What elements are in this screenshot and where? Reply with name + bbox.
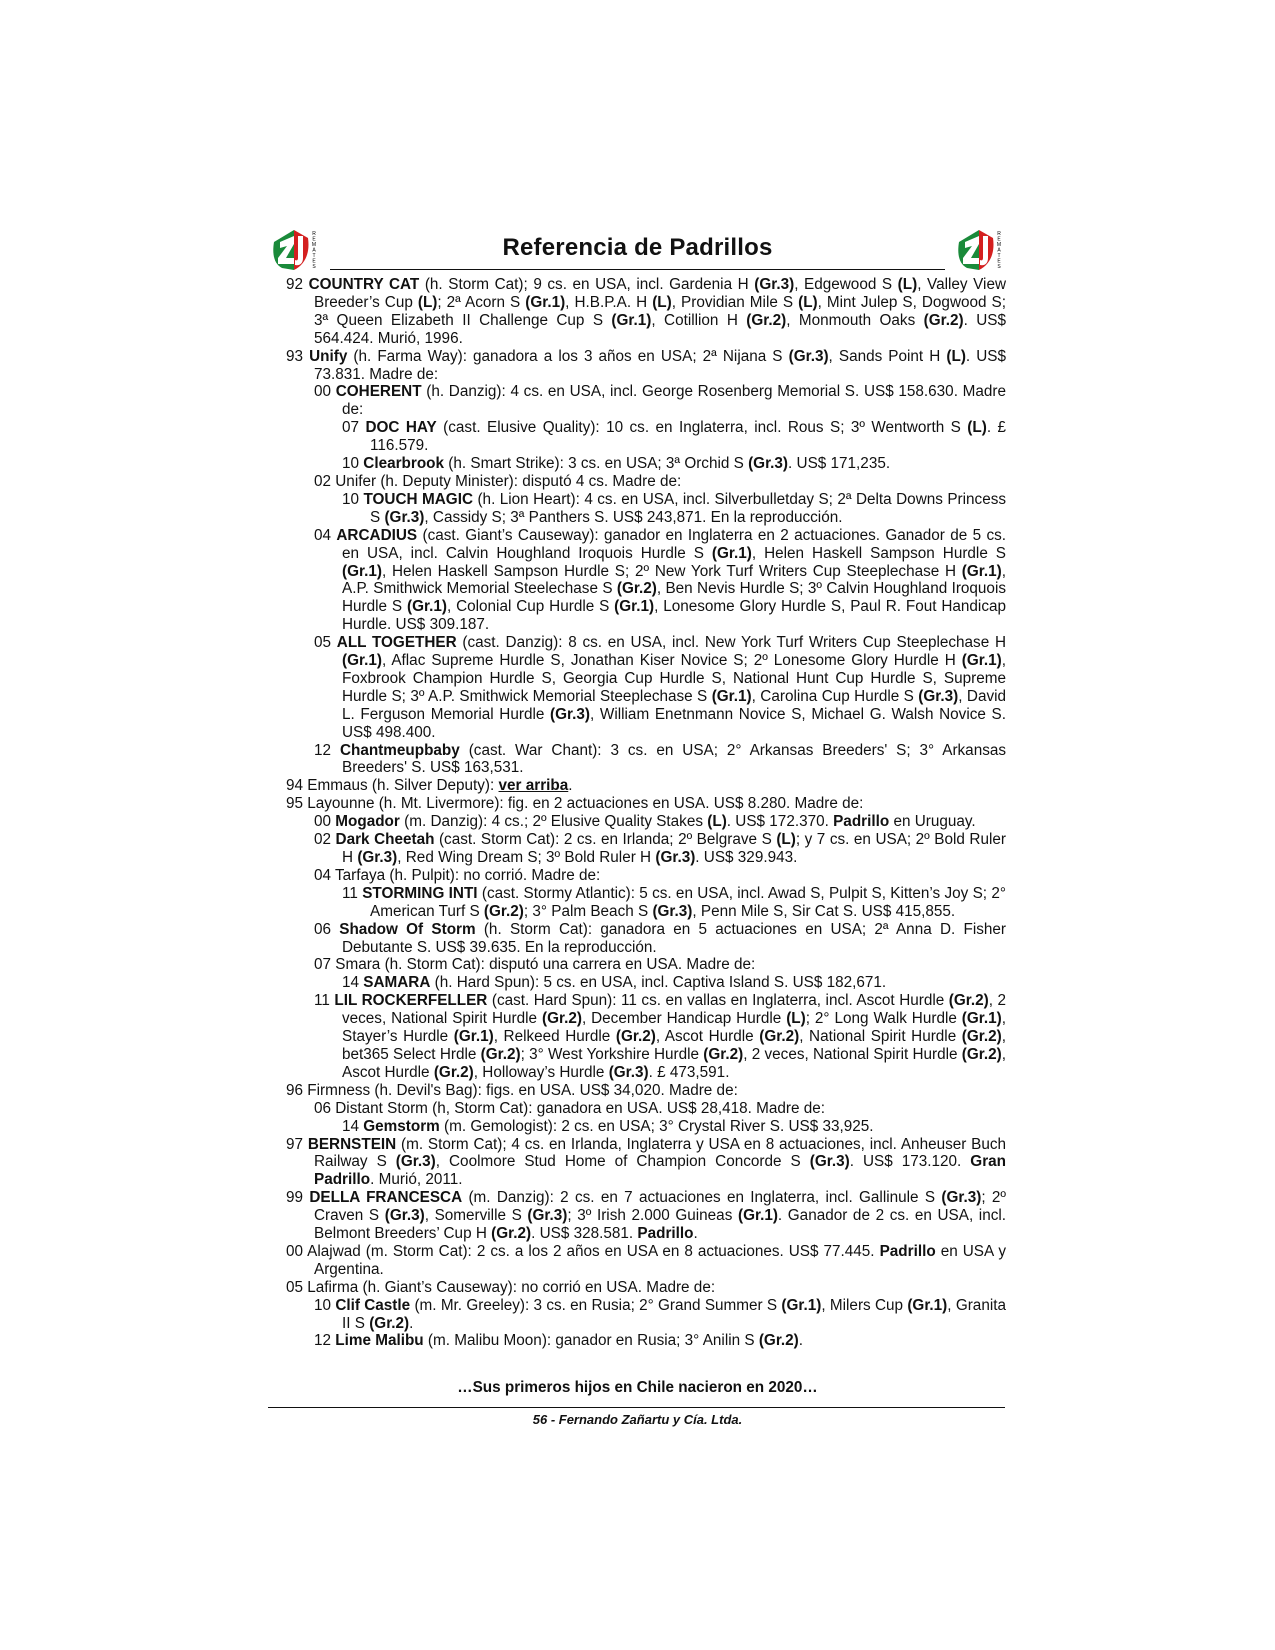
bold-text: (Gr.2) bbox=[961, 1028, 1002, 1046]
entry-text: ; 3° Palm Beach S bbox=[523, 902, 653, 920]
pedigree-entry bbox=[342, 491, 1006, 527]
entry-text: , A.P. Smithwick Memorial Steelechase S bbox=[342, 562, 1006, 598]
bold-text: ver arriba bbox=[498, 777, 569, 795]
bold-text: (Gr.3) bbox=[809, 1153, 850, 1171]
bold-text: (Gr.2) bbox=[758, 1332, 799, 1350]
entry-text: , Aflac Supreme Hurdle S, Jonathan Kiser Novice S; 2º Lonesome Glory Hurdle H bbox=[381, 652, 962, 670]
entry-text: 04 bbox=[314, 526, 337, 544]
pedigree-entry bbox=[314, 1100, 1006, 1118]
entry-text: 12 bbox=[314, 1332, 336, 1350]
bold-text: (Gr.2) bbox=[491, 1225, 532, 1243]
pedigree-entry bbox=[342, 885, 1006, 921]
entry-text: . bbox=[798, 1332, 804, 1350]
bold-text: (Gr.1) bbox=[453, 1028, 494, 1046]
entry-text: , Foxbrook Champion Hurdle S, Georgia Cup Hurdle S, National Hunt Cup Hurdle S, Supreme Hurdle S; 3º A.P. Smithwick Memorial Steeplechase S bbox=[342, 652, 1006, 705]
entry-text: 05 Lafirma (h. Giant’s Causeway): no corrió en USA. Madre de: bbox=[286, 1278, 716, 1296]
entry-text: 94 Emmaus (h. Silver Deputy): bbox=[286, 777, 499, 795]
page-header bbox=[270, 228, 1005, 274]
bold-text: (Gr.2) bbox=[746, 311, 787, 329]
bold-text: (Gr.1) bbox=[961, 562, 1002, 580]
bold-text: SAMARA bbox=[363, 974, 431, 992]
bold-text: (Gr.2) bbox=[923, 311, 964, 329]
entry-text: , Ascot Hurdle bbox=[342, 1045, 1006, 1081]
bold-text: Mogador bbox=[335, 813, 400, 831]
entry-text: (m. Danzig): 4 cs.; 2º Elusive Quality Stakes bbox=[399, 813, 708, 831]
entry-text: 99 bbox=[286, 1189, 310, 1207]
bold-text: Dark Cheetah bbox=[335, 831, 435, 849]
entry-text: 93 bbox=[286, 347, 310, 365]
bold-text: (Gr.2) bbox=[483, 902, 524, 920]
entry-text: (cast. Hard Spun): 11 cs. en vallas en Inglaterra, incl. Ascot Hurdle bbox=[487, 992, 949, 1010]
entry-text: (cast. Storm Cat): 2 cs. en Irlanda; 2º Belgrave S bbox=[434, 831, 777, 849]
entry-text: en USA y Argentina. bbox=[314, 1242, 1006, 1278]
entry-text: , Lonesome Glory Hurdle S, Paul R. Fout Handicap Hurdle. US$ 309.187. bbox=[342, 598, 1006, 634]
entry-text: . US$ 172.370. bbox=[726, 813, 834, 831]
pedigree-entry bbox=[286, 795, 1006, 813]
svg-text:E: E bbox=[312, 258, 316, 265]
svg-text:M: M bbox=[311, 242, 317, 248]
entry-text: ; 2º Craven S bbox=[314, 1189, 1007, 1225]
bold-text: (L) bbox=[417, 293, 438, 311]
bold-text: (L) bbox=[786, 1010, 806, 1028]
pedigree-entry bbox=[314, 742, 1006, 778]
entry-text: 92 bbox=[286, 276, 309, 293]
zj-remates-logo bbox=[270, 228, 320, 272]
entry-text: , Red Wing Dream S; 3º Bold Ruler H bbox=[397, 849, 656, 866]
entry-text: , 2 veces, National Spirit Hurdle bbox=[342, 992, 1006, 1028]
entry-text: , H.B.P.A. H bbox=[565, 293, 653, 311]
bold-text: BERNSTEIN bbox=[307, 1135, 397, 1153]
entry-text: (h. Storm Cat); 9 cs. en USA, incl. Gardenia H bbox=[419, 276, 755, 293]
entry-text: 14 bbox=[342, 974, 364, 992]
bold-text: COHERENT bbox=[335, 383, 422, 401]
bold-text: (Gr.1) bbox=[961, 652, 1002, 670]
entry-text: (cast. Giant’s Causeway): ganador en Inglaterra en 2 actuaciones. Ganador de 5 cs. en USA, incl. Calvin Houghland Iroquois Hurdle S bbox=[342, 526, 1007, 562]
entry-text: , Valley View Breeder’s Cup bbox=[314, 276, 1007, 311]
entry-text: . Ganador de 2 cs. en USA, incl. Belmont Breeders’ Cup H bbox=[314, 1207, 1007, 1243]
pedigree-entry bbox=[286, 1082, 1006, 1100]
svg-text:T: T bbox=[997, 253, 1001, 259]
entry-text: 02 bbox=[314, 831, 336, 849]
bold-text: (L) bbox=[707, 813, 727, 831]
footer-divider bbox=[268, 1407, 1005, 1408]
entry-text: , Holloway’s Hurdle bbox=[473, 1063, 609, 1081]
bold-text: (Gr.2) bbox=[961, 1045, 1002, 1063]
entry-text: , Relkeed Hurdle bbox=[493, 1028, 616, 1046]
bold-text: (L) bbox=[652, 293, 672, 311]
entry-text: 10 bbox=[342, 455, 364, 473]
pedigree-entry bbox=[314, 867, 1006, 885]
bold-text: (Gr.2) bbox=[369, 1314, 410, 1332]
pedigree-entry bbox=[314, 1332, 1006, 1350]
bold-text: (Gr.1) bbox=[961, 1010, 1002, 1028]
entry-text: , bet365 Select Hrdle bbox=[342, 1028, 1006, 1063]
bold-text: (Gr.3) bbox=[788, 347, 829, 365]
bold-text: (Gr.2) bbox=[616, 580, 657, 598]
page-title: Referencia de Padrillos bbox=[502, 234, 773, 261]
entry-text: . £ 473,591. bbox=[648, 1063, 730, 1081]
svg-text:R: R bbox=[312, 231, 316, 237]
bold-text: (Gr.3) bbox=[941, 1189, 982, 1207]
entry-text: 05 bbox=[314, 634, 337, 652]
bold-text: (Gr.3) bbox=[754, 276, 795, 293]
entry-text: 06 Distant Storm (h, Storm Cat): ganadora en USA. US$ 28,418. Madre de: bbox=[314, 1099, 825, 1117]
entry-text: 97 bbox=[286, 1135, 308, 1153]
entry-text: 10 bbox=[342, 490, 364, 508]
entry-text: , Milers Cup bbox=[821, 1296, 908, 1314]
svg-text:E: E bbox=[997, 236, 1001, 243]
entry-text: , Ben Nevis Hurdle S; 3º Calvin Houghland Iroquois Hurdle S bbox=[342, 580, 1006, 616]
pedigree-entry bbox=[314, 992, 1006, 1082]
entry-text: , Providian Mile S bbox=[671, 293, 799, 311]
bold-text: TOUCH MAGIC bbox=[363, 490, 474, 508]
svg-text:S: S bbox=[997, 264, 1001, 270]
pedigree-entry bbox=[286, 348, 1006, 384]
entry-text: , Stayer’s Hurdle bbox=[342, 1010, 1006, 1046]
pedigree-entry bbox=[342, 455, 1006, 473]
entry-text: (m. Gemologist): 2 cs. en USA; 3° Crystal River S. US$ 33,925. bbox=[439, 1117, 874, 1135]
bold-text: Clearbrook bbox=[363, 455, 445, 473]
entry-text: . Murió, 2011. bbox=[370, 1171, 463, 1189]
bold-text: Chantmeupbaby bbox=[339, 741, 460, 759]
pedigree-entry bbox=[342, 974, 1006, 992]
pedigree-entry bbox=[314, 813, 1006, 831]
entry-text: , Helen Haskell Sampson Hurdle S; 2º New York Turf Writers Cup Steeplechase H bbox=[381, 562, 962, 580]
entry-text: ; 2° Long Walk Hurdle bbox=[805, 1010, 962, 1028]
bold-text: (Gr.3) bbox=[655, 849, 696, 866]
bold-text: (Gr.1) bbox=[407, 598, 447, 616]
entry-text: (cast. Stormy Atlantic): 5 cs. en USA, incl. Awad S, Pulpit S, Kitten’s Joy S; 2° American Turf S bbox=[370, 884, 1006, 920]
entry-text: 07 Smara (h. Storm Cat): disputó una carrera en USA. Madre de: bbox=[314, 956, 756, 974]
pedigree-entry bbox=[314, 473, 1006, 491]
entry-text: . bbox=[693, 1225, 698, 1243]
entry-text: ; 3° West Yorkshire Hurdle bbox=[520, 1045, 704, 1063]
bold-text: (Gr.2) bbox=[948, 992, 989, 1010]
entry-text: 07 bbox=[342, 419, 366, 437]
bold-text: (Gr.1) bbox=[614, 598, 655, 616]
entry-text: (cast. Elusive Quality): 10 cs. en Inglaterra, incl. Rous S; 3º Wentworth S bbox=[436, 419, 968, 437]
entry-text: 10 bbox=[314, 1296, 336, 1314]
entry-text: en Uruguay. bbox=[889, 813, 976, 831]
entry-text: (h. Smart Strike): 3 cs. en USA; 3ª Orchid S bbox=[444, 455, 749, 473]
bold-text: DELLA FRANCESCA bbox=[309, 1189, 463, 1207]
bold-text: (Gr.3) bbox=[550, 705, 590, 723]
bold-text: (Gr.2) bbox=[759, 1028, 800, 1046]
bold-text: Padrillo bbox=[637, 1225, 694, 1243]
bold-text: (Gr.2) bbox=[703, 1045, 744, 1063]
entry-text: (m. Danzig): 2 cs. en 7 actuaciones en Inglaterra, incl. Gallinule S bbox=[462, 1189, 942, 1207]
entry-text: . US$ 171,235. bbox=[788, 455, 891, 473]
entry-text: 00 bbox=[314, 813, 336, 831]
entry-text: . US$ 328.581. bbox=[531, 1225, 638, 1243]
entry-text: , 2 veces, National Spirit Hurdle bbox=[743, 1045, 962, 1063]
page-footer: 56 - Fernando Zañartu y Cía. Ltda. bbox=[532, 1412, 743, 1427]
bold-text: Clif Castle bbox=[335, 1296, 411, 1314]
bold-text: (Gr.1) bbox=[342, 652, 382, 670]
bold-text: (Gr.1) bbox=[907, 1296, 948, 1314]
pedigree-entry bbox=[314, 831, 1006, 867]
svg-text:A: A bbox=[997, 247, 1001, 254]
bold-text: (Gr.3) bbox=[918, 687, 959, 705]
bold-text: (Gr.1) bbox=[737, 1207, 778, 1225]
pedigree-entry bbox=[286, 276, 1006, 348]
pedigree-entry bbox=[286, 1243, 1006, 1279]
entry-text: , Monmouth Oaks bbox=[786, 311, 924, 329]
ver-arriba-link[interactable] bbox=[499, 777, 569, 794]
entry-text: , Helen Haskell Sampson Hurdle S bbox=[751, 544, 1007, 562]
entry-text: (h. Farma Way): ganadora a los 3 años en USA; 2ª Nijana S bbox=[347, 347, 789, 365]
bold-text: (Gr.1) bbox=[711, 544, 752, 562]
entry-text: , Mint Julep S, Dogwood S; 3ª Queen Elizabeth II Challenge Cup S bbox=[314, 293, 1006, 329]
bold-text: Lime Malibu bbox=[335, 1332, 424, 1350]
bold-text: (Gr.2) bbox=[480, 1045, 521, 1063]
entry-text: 96 Firmness (h. Devil's Bag): figs. en USA. US$ 34,020. Madre de: bbox=[286, 1081, 738, 1099]
entry-text: (h. Hard Spun): 5 cs. en USA, incl. Captiva Island S. US$ 182,671. bbox=[430, 974, 887, 992]
bold-text: (L) bbox=[967, 419, 987, 437]
entry-text: ; 2ª Acorn S bbox=[437, 293, 526, 311]
entry-text: . £ 116.579. bbox=[370, 419, 1006, 455]
bold-text: (L) bbox=[776, 831, 796, 849]
pedigree-entry bbox=[314, 956, 1006, 974]
entry-text: (cast. War Chant): 3 cs. en USA; 2° Arkansas Breeders' S; 3° Arkansas Breeders' S. US$ 163,531. bbox=[342, 741, 1007, 777]
bold-text: (Gr.2) bbox=[433, 1063, 474, 1081]
bold-text: (Gr.2) bbox=[615, 1028, 656, 1046]
bold-text: (Gr.2) bbox=[541, 1010, 582, 1028]
pedigree-entry bbox=[314, 527, 1006, 634]
svg-text:A: A bbox=[312, 247, 316, 254]
entry-text: 95 Layounne (h. Mt. Livermore): fig. en 2 actuaciones en USA. US$ 8.280. Madre de: bbox=[286, 795, 864, 813]
bold-text: (Gr.3) bbox=[384, 508, 425, 526]
bold-text: ALL TOGETHER bbox=[336, 634, 457, 652]
bold-text: Unify bbox=[309, 347, 348, 365]
entry-text: (h. Lion Heart): 4 cs. en USA, incl. Silverbulletday S; 2ª Delta Downs Princess S bbox=[370, 490, 1006, 526]
bold-text: LIL ROCKERFELLER bbox=[334, 992, 488, 1010]
entry-text: 04 Tarfaya (h. Pulpit): no corrió. Madre de: bbox=[314, 866, 601, 884]
entry-text: (cast. Danzig): 8 cs. en USA, incl. New York Turf Writers Cup Steeplechase H bbox=[456, 634, 1006, 652]
entry-text: . US$ 73.831. Madre de: bbox=[314, 347, 1006, 383]
entry-text: , Cotillion H bbox=[651, 311, 747, 329]
pedigree-entry bbox=[314, 383, 1006, 419]
header-divider bbox=[330, 269, 945, 270]
entry-text: . US$ 564.424. Murió, 1996. bbox=[314, 311, 1006, 347]
svg-text:S: S bbox=[312, 264, 316, 270]
svg-text:E: E bbox=[312, 236, 316, 243]
pedigree-entry bbox=[286, 1189, 1006, 1243]
entry-text: , Sands Point H bbox=[828, 347, 947, 365]
pedigree-entry bbox=[342, 419, 1006, 455]
entry-text: 11 bbox=[314, 992, 335, 1010]
bold-text: Padrillo bbox=[833, 813, 890, 831]
bold-text: Padrillo bbox=[879, 1242, 936, 1260]
pedigree-entry bbox=[286, 1279, 1006, 1297]
entry-text: , Edgewood S bbox=[794, 276, 898, 293]
entry-text: (h. Danzig): 4 cs. en USA, incl. George Rosenberg Memorial S. US$ 158.630. Madre de: bbox=[342, 383, 1007, 419]
entry-text: . US$ 173.120. bbox=[849, 1153, 971, 1171]
entry-text: ; 3º Irish 2.000 Guineas bbox=[567, 1207, 738, 1225]
entry-text: , Somerville S bbox=[424, 1207, 528, 1225]
entry-text: , Penn Mile S, Sir Cat S. US$ 415,855. bbox=[692, 902, 956, 920]
bold-text: (Gr.1) bbox=[611, 311, 652, 329]
entry-text: , William Enetnmann Novice S, Michael G. Walsh Novice S. US$ 498.400. bbox=[342, 705, 1007, 741]
bold-text: (Gr.3) bbox=[357, 849, 398, 866]
pedigree-entry bbox=[314, 921, 1006, 957]
entry-text: . US$ 329.943. bbox=[695, 849, 798, 866]
bold-text: Gran Padrillo bbox=[314, 1153, 1006, 1189]
entry-text: , Ascot Hurdle bbox=[655, 1028, 760, 1046]
svg-text:R: R bbox=[997, 231, 1001, 237]
bold-text: (Gr.1) bbox=[781, 1296, 822, 1314]
bold-text: (Gr.3) bbox=[652, 902, 693, 920]
entry-text: , David L. Ferguson Memorial Hurdle bbox=[342, 687, 1007, 723]
entry-text: (h. Storm Cat): ganadora en 5 actuaciones en USA; 2ª Anna D. Fisher Debutante S. US$ 39.635. En la reproducción. bbox=[342, 920, 1006, 956]
bold-text: Gemstorm bbox=[363, 1117, 440, 1135]
entry-text: , December Handicap Hurdle bbox=[581, 1010, 787, 1028]
zj-remates-logo bbox=[955, 228, 1005, 272]
bold-text: (Gr.3) bbox=[527, 1207, 568, 1225]
entry-text: 06 bbox=[314, 920, 340, 938]
entry-text: , Granita II S bbox=[342, 1296, 1006, 1332]
bold-text: (L) bbox=[946, 347, 966, 365]
entry-text: , Coolmore Stud Home of Champion Concorde S bbox=[435, 1153, 810, 1171]
bold-text: STORMING INTI bbox=[362, 884, 478, 902]
pedigree-entry bbox=[286, 777, 1006, 795]
entry-text: 14 bbox=[342, 1117, 364, 1135]
entry-text: ; y 7 cs. en USA; 2º Bold Ruler H bbox=[342, 831, 1006, 866]
entry-text: (m. Mr. Greeley): 3 cs. en Rusia; 2° Grand Summer S bbox=[410, 1296, 782, 1314]
bold-text: ARCADIUS bbox=[336, 526, 418, 544]
svg-text:M: M bbox=[996, 242, 1002, 248]
bold-text: (Gr.1) bbox=[525, 293, 566, 311]
bold-text: (L) bbox=[897, 276, 918, 293]
bold-text: COUNTRY CAT bbox=[308, 276, 420, 293]
entry-text: 11 bbox=[342, 884, 363, 902]
bold-text: (L) bbox=[798, 293, 818, 311]
pedigree-entry bbox=[286, 1136, 1006, 1190]
pedigree-entries bbox=[286, 276, 1006, 1350]
entry-text: 02 Unifer (h. Deputy Minister): disputó 4 cs. Madre de: bbox=[314, 472, 682, 490]
entry-text: 00 bbox=[314, 383, 336, 401]
entry-text: 12 bbox=[314, 741, 340, 759]
bold-text: (Gr.3) bbox=[384, 1207, 425, 1225]
entry-text: , Colonial Cup Hurdle S bbox=[446, 598, 615, 616]
entry-text: . bbox=[409, 1314, 414, 1332]
entry-text: (m. Storm Cat); 4 cs. en Irlanda, Inglaterra y USA en 8 actuaciones, incl. Anheuser Buch Railway S bbox=[314, 1135, 1006, 1171]
pedigree-entry bbox=[314, 1297, 1006, 1333]
bold-text: DOC HAY bbox=[365, 419, 437, 437]
bold-text: (Gr.1) bbox=[342, 562, 382, 580]
pedigree-entry bbox=[314, 634, 1006, 741]
bold-text: (Gr.3) bbox=[608, 1063, 649, 1081]
entry-text: , National Spirit Hurdle bbox=[799, 1028, 962, 1046]
svg-text:E: E bbox=[997, 258, 1001, 265]
svg-text:T: T bbox=[312, 253, 316, 259]
bold-text: (Gr.1) bbox=[711, 687, 752, 705]
bold-text: Shadow Of Storm bbox=[339, 920, 476, 938]
entry-text: (m. Malibu Moon): ganador en Rusia; 3° Anilin S bbox=[423, 1332, 759, 1350]
entry-text: . bbox=[568, 777, 573, 795]
entry-text: , Cassidy S; 3ª Panthers S. US$ 243,871. En la reproducción. bbox=[424, 508, 843, 526]
bold-text: (Gr.3) bbox=[748, 455, 789, 473]
bold-text: (Gr.3) bbox=[395, 1153, 436, 1171]
entry-text: , Carolina Cup Hurdle S bbox=[751, 687, 919, 705]
entry-text: 00 Alajwad (m. Storm Cat): 2 cs. a los 2 años en USA en 8 actuaciones. US$ 77.445. bbox=[286, 1242, 880, 1260]
pedigree-entry bbox=[342, 1118, 1006, 1136]
footnote: …Sus primeros hijos en Chile nacieron en 2020… bbox=[457, 1379, 818, 1396]
